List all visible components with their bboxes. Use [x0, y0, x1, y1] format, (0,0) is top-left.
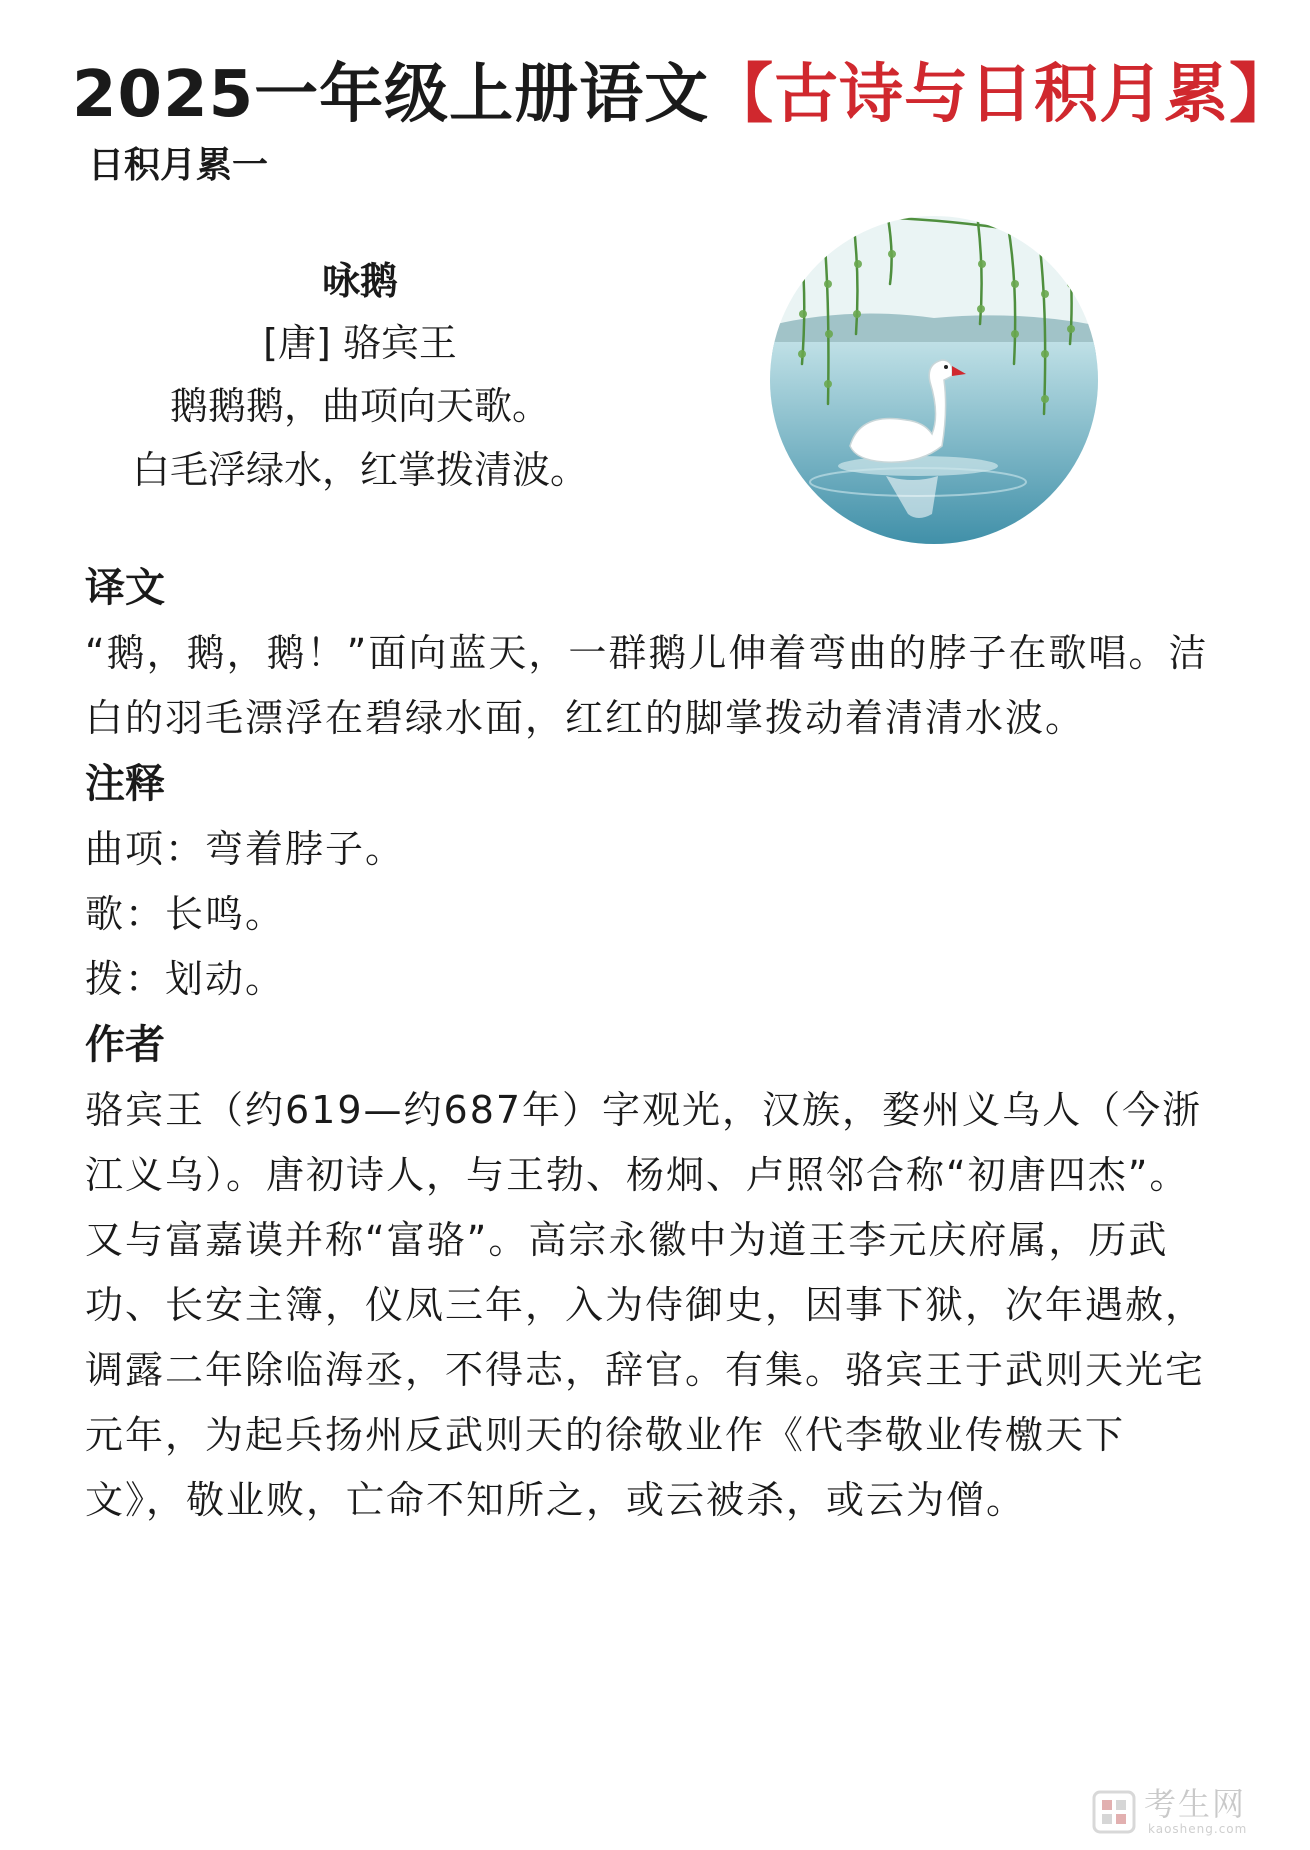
- poem-title: 咏鹅: [321, 259, 398, 303]
- note-item: 歌：长鸣。: [85, 892, 286, 936]
- title-main: 2025一年级上册语文: [72, 58, 710, 132]
- kaosheng-logo-icon: [1092, 1790, 1136, 1834]
- poem-line: 白毛浮绿水，红掌拨清波。: [131, 448, 588, 492]
- translation-text: “鹅，鹅，鹅！”面向蓝天，一群鹅儿伸着弯曲的脖子在歌唱。洁白的羽毛漂浮在碧绿水面，红红的脚掌拨动着清清水波。: [85, 631, 1209, 740]
- poem-author: [唐] 骆宾王: [263, 321, 457, 365]
- author-bio-text: 骆宾王（约619—约687年）字观光，汉族，婺州义乌人（今浙江义乌）。唐初诗人，与王勃、杨炯、卢照邻合称“初唐四杰”。又与富嘉谟并称“富骆”。高宗永徽中为道王李元庆府属，历武功、长安主簿，仪凤三年，入为侍御史，因事下狱，次年遇赦，调露二年除临海丞，不得志，辞官。有集。骆宾王于武则天光宅元年，为起兵扬州反武则天的徐敬业作《代李敬业传檄天下文》，敬业败，亡命不知所之，或云被杀，或云为僧。: [85, 1088, 1206, 1522]
- watermark: [1092, 1784, 1292, 1840]
- page-title: [72, 52, 1295, 138]
- content-body: [85, 555, 1225, 1533]
- swan-willow-lake-illustration: [768, 214, 1100, 546]
- author-heading: 作者: [85, 1022, 165, 1068]
- title-highlight: 【古诗与日积月累】: [709, 58, 1295, 132]
- note-item: 拨：划动。: [85, 957, 286, 1001]
- watermark-name: 考生网: [1144, 1785, 1247, 1823]
- poem-block: [80, 250, 640, 502]
- translation-heading: 译文: [85, 565, 165, 611]
- notes-heading: 注释: [85, 761, 165, 807]
- note-item: 曲项：弯着脖子。: [85, 827, 406, 871]
- section-label: 日积月累一: [88, 145, 269, 186]
- watermark-url: kaosheng.com: [1148, 1822, 1248, 1836]
- poem-line: 鹅鹅鹅，曲项向天歌。: [169, 384, 550, 428]
